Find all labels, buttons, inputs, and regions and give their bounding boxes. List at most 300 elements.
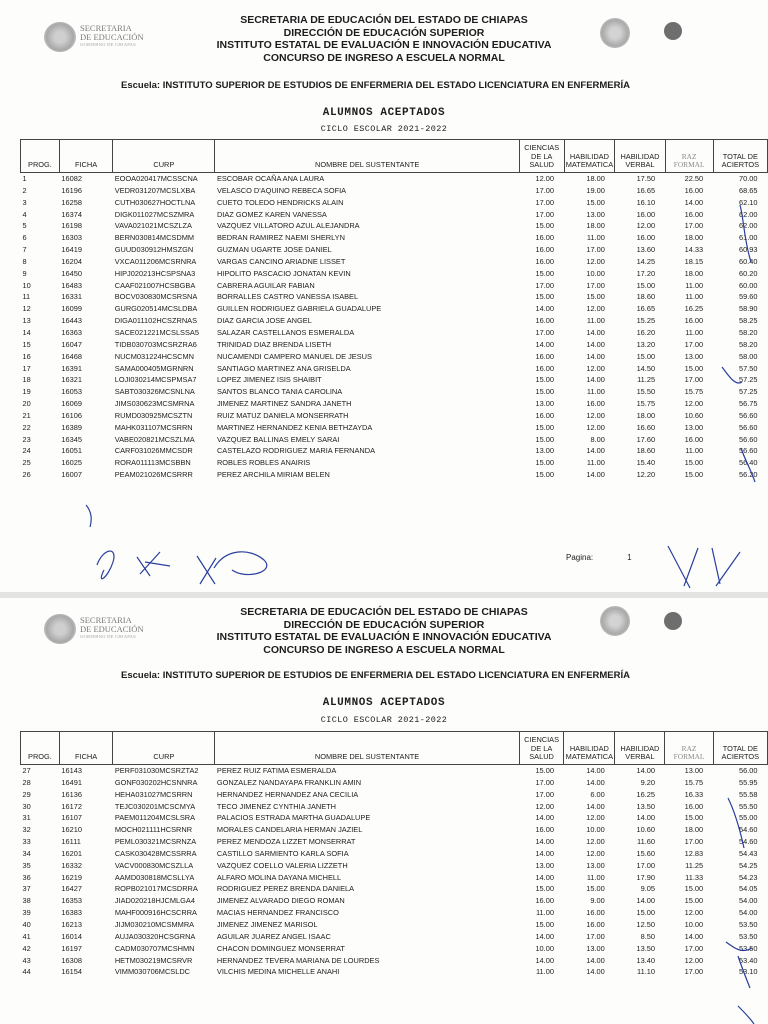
cell-prog: 21: [22, 410, 31, 420]
cell-hab-mat: 12.00: [586, 304, 605, 314]
cell-ficha: 16025: [61, 458, 82, 468]
cell-curp: BOCV030830MCSRSNA: [114, 292, 198, 302]
cell-ficha: 16308: [61, 955, 82, 965]
cell-raz-formal: 15.00: [684, 884, 704, 894]
cell-hab-mat: 14.00: [586, 351, 605, 361]
cell-ficha: 16143: [61, 766, 82, 775]
cell-total: 54.60: [739, 825, 758, 835]
cell-raz-formal: 11.00: [685, 292, 704, 302]
cell-total: 58.25: [739, 316, 758, 326]
cell-total: 54.00: [739, 908, 758, 918]
cell-ficha: 16172: [61, 801, 82, 811]
cell-ciencias: 16.00: [535, 363, 555, 373]
school-line: Escuela: INSTITUTO SUPERIOR DE ESTUDIOS DE ENFERMERIA DEL ESTADO LICENCIATURA EN ENFERMERÍA: [121, 80, 631, 91]
cell-ciencias: 14.00: [535, 813, 554, 823]
cell-raz-formal: 18.00: [684, 825, 704, 835]
cell-hab-verbal: 10.60: [636, 825, 655, 835]
cell-prog: 26: [22, 470, 31, 480]
cell-raz-formal: 16.25: [684, 304, 704, 314]
signature-stroke: [137, 552, 170, 576]
cell-nombre: CUETO TOLEDO HENDRICKS ALAIN: [216, 197, 344, 207]
cell-nombre: PEREZ RUIZ FATIMA ESMERALDA: [216, 766, 337, 775]
cell-raz-formal: 11.00: [685, 446, 704, 456]
cell-hab-mat: 14.00: [586, 967, 605, 977]
cell-prog: 20: [22, 399, 31, 409]
cell-prog: 3: [22, 197, 27, 207]
cell-hab-verbal: 13.50: [636, 801, 655, 811]
cell-hab-mat: 15.00: [586, 292, 605, 302]
check-mark: [728, 798, 744, 848]
cell-prog: 37: [22, 884, 31, 894]
cell-prog: 34: [22, 848, 31, 858]
cell-nombre: ROBLES ROBLES ANAIRIS: [216, 458, 311, 468]
signature-stroke: [197, 552, 267, 584]
cell-hab-verbal: 11.25: [637, 375, 656, 385]
header-line2: DIRECCIÓN DE EDUCACIÓN SUPERIOR: [283, 26, 485, 39]
cell-total: 54.23: [739, 872, 758, 882]
cell-ficha: 16107: [61, 813, 82, 823]
header-line2: DIRECCIÓN DE EDUCACIÓN SUPERIOR: [283, 618, 485, 631]
cell-total: 60.93: [739, 245, 758, 255]
cell-nombre: GUZMAN UGARTE JOSE DANIEL: [216, 245, 332, 255]
cell-ficha: 16106: [61, 410, 82, 420]
cell-nombre: MORALES CANDELARIA HERMAN JAZIEL: [216, 825, 363, 835]
cell-prog: 7: [22, 245, 27, 255]
cell-hab-mat: 16.00: [586, 399, 605, 409]
header-line1: SECRETARIA DE EDUCACIÓN DEL ESTADO DE CHIAPAS: [240, 606, 528, 618]
cell-total: 53.50: [739, 919, 758, 929]
logo-text-line2: DE EDUCACIÓN: [80, 31, 144, 42]
cell-ficha: 16047: [61, 339, 82, 349]
cell-ficha: 16443: [61, 316, 82, 326]
col-prog: PROG.: [21, 732, 60, 765]
cell-raz-formal: 12.00: [684, 399, 704, 409]
cell-curp: LOJI030214MCSPMSA7: [114, 375, 197, 385]
cell-curp: PERF031030MCSRZTA2: [114, 766, 199, 775]
cell-raz-formal: 12.00: [684, 955, 704, 965]
cell-hab-mat: 11.00: [586, 387, 605, 397]
cell-raz-formal: 11.00: [685, 280, 704, 290]
cell-hab-verbal: 12.50: [636, 919, 655, 929]
cell-ciencias: 15.00: [535, 268, 555, 278]
cell-prog: 42: [22, 943, 31, 953]
cell-ciencias: 17.00: [535, 209, 555, 219]
cell-raz-formal: 13.00: [684, 422, 704, 432]
cell-nombre: JIMENEZ ALVARADO DIEGO ROMAN: [216, 896, 345, 906]
cell-hab-verbal: 17.90: [636, 872, 655, 882]
cell-hab-verbal: 15.75: [636, 399, 656, 409]
cell-curp: VIMM030706MCSLDC: [114, 967, 190, 977]
cell-nombre: HERNANDEZ HERNANDEZ ANA CECILIA: [216, 789, 359, 799]
cell-hab-verbal: 16.10: [636, 197, 656, 207]
cell-ciencias: 15.00: [535, 884, 554, 894]
cell-hab-verbal: 13.50: [636, 943, 655, 953]
cell-ciencias: 17.00: [535, 789, 554, 799]
cell-curp: CARF031026MMCSDR: [114, 446, 193, 456]
cell-nombre: DIAZ GARCIA JOSE ANGEL: [216, 316, 312, 326]
cell-curp: GONF030202HCSNNRA: [114, 777, 198, 787]
cell-ciencias: 15.00: [535, 375, 555, 385]
cell-total: 56.60: [739, 434, 758, 444]
cell-hab-verbal: 14.00: [636, 896, 655, 906]
cell-curp: MAHK031107MCSRRN: [114, 422, 193, 432]
cell-ciencias: 16.00: [535, 410, 555, 420]
cell-nombre: GONZALEZ NANDAYAPA FRANKLIN AMIN: [216, 777, 362, 787]
cell-hab-mat: 14.00: [586, 339, 605, 349]
col-raz-formal: RAZ FORMAL: [665, 732, 713, 765]
cell-prog: 9: [22, 268, 27, 278]
cell-hab-verbal: 15.00: [636, 351, 656, 361]
cell-hab-verbal: 12.20: [636, 470, 656, 480]
cell-hab-mat: 14.00: [586, 777, 605, 787]
cell-hab-mat: 12.00: [586, 837, 605, 847]
cell-total: 57.50: [739, 363, 758, 373]
cell-total: 56.60: [739, 422, 758, 432]
page-num: 1: [627, 553, 632, 562]
cell-ficha: 16468: [61, 351, 82, 361]
cell-prog: 6: [22, 233, 27, 243]
cell-nombre: DIAZ GOMEZ KAREN VANESSA: [216, 209, 327, 219]
cell-hab-verbal: 14.00: [636, 766, 655, 775]
cell-ficha: 16419: [61, 245, 82, 255]
cell-prog: 17: [22, 363, 31, 373]
cell-raz-formal: 10.60: [684, 410, 704, 420]
check-mark: [741, 448, 755, 482]
cell-nombre: TRINIDAD DIAZ BRENDA LISETH: [216, 339, 332, 349]
cell-curp: RORA011113MCSBBN: [114, 458, 191, 468]
cell-hab-mat: 19.00: [586, 185, 605, 195]
header-line1: SECRETARIA DE EDUCACIÓN DEL ESTADO DE CHIAPAS: [240, 14, 528, 26]
cell-nombre: SANTOS BLANCO TANIA CAROLINA: [216, 387, 343, 397]
cell-total: 56.60: [739, 410, 758, 420]
cell-hab-verbal: 14.25: [636, 256, 656, 266]
cell-raz-formal: 15.75: [684, 387, 704, 397]
cell-hab-mat: 15.00: [586, 197, 605, 207]
cell-total: 53.50: [739, 931, 758, 941]
cell-ciencias: 13.00: [535, 446, 555, 456]
cell-curp: ROPB021017MCSDRRA: [114, 884, 198, 894]
col-curp: CURP: [113, 140, 215, 173]
list-title: ALUMNOS ACEPTADOS: [322, 697, 446, 709]
cell-nombre: PEREZ ARCHILA MIRIAM BELEN: [216, 470, 330, 480]
cell-total: 57.25: [739, 375, 758, 385]
cell-hab-mat: 15.00: [586, 884, 605, 894]
cell-ficha: 16363: [61, 327, 82, 337]
cell-total: 68.65: [739, 185, 758, 195]
cell-ficha: 16353: [61, 896, 82, 906]
cell-total: 53.50: [739, 943, 758, 953]
cell-nombre: LOPEZ JIMENEZ ISIS SHAIBIT: [216, 375, 322, 385]
cell-raz-formal: 13.00: [684, 766, 704, 775]
cell-total: 62.00: [739, 209, 758, 219]
cell-raz-formal: 14.00: [684, 197, 704, 207]
col-raz-formal: RAZ FORMAL: [665, 140, 713, 173]
header-line3: INSTITUTO ESTATAL DE EVALUACIÓN E INNOVACIÓN EDUCATIVA: [216, 39, 552, 51]
cell-nombre: RODRIGUEZ PEREZ BRENDA DANIELA: [216, 884, 355, 894]
cell-curp: DIGA011102HCSZRNAS: [114, 316, 198, 326]
cell-hab-verbal: 17.00: [636, 860, 655, 870]
cell-ficha: 16210: [61, 825, 82, 835]
cell-nombre: JIMENEZ MARTINEZ SANDRA JANETH: [216, 399, 352, 409]
cell-total: 55.00: [739, 813, 758, 823]
cell-hab-verbal: 8.50: [640, 931, 655, 941]
cell-prog: 10: [22, 280, 31, 290]
cell-ficha: 16391: [61, 363, 82, 373]
cell-prog: 1: [22, 174, 27, 183]
cell-total: 58.90: [739, 304, 758, 314]
cell-curp: AUJA030320HCSGRNA: [114, 931, 196, 941]
cell-curp: HETM030219MCSRVR: [114, 955, 193, 965]
cell-nombre: GUILLEN RODRIGUEZ GABRIELA GUADALUPE: [216, 304, 382, 314]
cell-total: 58.20: [739, 327, 758, 337]
cell-nombre: BORRALLES CASTRO VANESSA ISABEL: [216, 292, 359, 302]
cell-hab-mat: 12.00: [586, 848, 605, 858]
cell-raz-formal: 13.00: [684, 351, 704, 361]
cell-hab-verbal: 13.20: [636, 339, 656, 349]
col-ficha: FICHA: [59, 732, 112, 765]
header-line3: INSTITUTO ESTATAL DE EVALUACIÓN E INNOVACIÓN EDUCATIVA: [216, 631, 552, 643]
cell-curp: MAHF000916HCSCRRA: [114, 908, 197, 918]
cell-ciencias: 14.00: [535, 872, 554, 882]
cell-hab-mat: 14.00: [586, 766, 605, 775]
cell-hab-verbal: 11.60: [637, 837, 655, 847]
cell-total: 56.40: [739, 458, 758, 468]
cell-curp: VXCA011206MCSRNRA: [114, 256, 197, 266]
cell-total: 70.00: [739, 174, 758, 183]
cell-curp: DIGK011027MCSZMRA: [114, 209, 195, 219]
cell-raz-formal: 16.00: [684, 801, 704, 811]
cell-curp: VAVA021021MCSZLZA: [114, 221, 192, 231]
signature-stroke: [97, 551, 114, 579]
cell-nombre: BEDRAN RAMIREZ NAEMI SHERLYN: [216, 233, 345, 243]
cell-hab-mat: 16.00: [586, 908, 605, 918]
cell-prog: 5: [22, 221, 27, 231]
cell-hab-mat: 12.00: [586, 422, 605, 432]
cell-raz-formal: 16.33: [684, 789, 704, 799]
cell-total: 60.00: [739, 280, 758, 290]
check-mark: [738, 956, 750, 988]
cell-total: 55.95: [739, 777, 758, 787]
cell-ficha: 16450: [61, 268, 82, 278]
cell-ficha: 16069: [61, 399, 82, 409]
cell-ciencias: 14.00: [535, 931, 554, 941]
cell-hab-mat: 17.00: [586, 245, 605, 255]
cell-hab-mat: 13.00: [586, 943, 605, 953]
check-mark: [722, 367, 742, 383]
cell-hab-verbal: 16.00: [636, 233, 656, 243]
cell-raz-formal: 17.00: [684, 375, 704, 385]
cell-curp: BERN030814MCSDMM: [114, 233, 195, 243]
logo-text-line1: SECRETARIA: [80, 615, 132, 625]
cell-nombre: VILCHIS MEDINA MICHELLE ANAHI: [216, 967, 340, 977]
cell-prog: 30: [22, 801, 31, 811]
cell-ficha: 16491: [61, 777, 82, 787]
cell-ciencias: 15.00: [535, 766, 554, 775]
cell-ficha: 16053: [61, 387, 82, 397]
cell-raz-formal: 15.75: [684, 777, 704, 787]
cell-curp: AAMD030818MCSLLYA: [114, 872, 195, 882]
cell-nombre: RUIZ MATUZ DANIELA MONSERRATH: [216, 410, 349, 420]
cell-hab-verbal: 17.50: [636, 174, 656, 183]
cell-ficha: 16154: [61, 967, 82, 977]
cell-hab-mat: 12.00: [586, 256, 605, 266]
cell-ficha: 16321: [61, 375, 82, 385]
col-ciencias: CIENCIAS DE LA SALUD: [519, 732, 564, 765]
cell-total: 59.60: [739, 292, 758, 302]
cell-hab-mat: 14.00: [586, 470, 605, 480]
cell-hab-verbal: 9.20: [640, 777, 655, 787]
cell-curp: JIMS030623MCSMRNA: [114, 399, 195, 409]
cell-hab-mat: 12.00: [586, 813, 605, 823]
cell-hab-mat: 10.00: [586, 268, 605, 278]
cell-raz-formal: 12.83: [684, 848, 704, 858]
cell-total: 56.60: [739, 446, 758, 456]
cell-prog: 29: [22, 789, 31, 799]
cell-total: 53.10: [739, 967, 758, 977]
cell-ficha: 16196: [61, 185, 82, 195]
cell-prog: 40: [22, 919, 31, 929]
logo-text-line3: GOBIERNO DE CHIAPAS: [80, 42, 137, 47]
col-hab-mat: HABILIDAD MATEMATICA: [564, 732, 615, 765]
cell-hab-verbal: 16.25: [636, 789, 655, 799]
col-ficha: FICHA: [59, 140, 112, 173]
cell-raz-formal: 11.25: [685, 860, 704, 870]
cell-ciencias: 15.00: [535, 387, 555, 397]
cell-prog: 14: [22, 327, 31, 337]
cell-hab-mat: 14.00: [586, 375, 605, 385]
cell-hab-mat: 9.00: [590, 896, 605, 906]
cell-raz-formal: 18.00: [684, 233, 704, 243]
cell-curp: JIJM030210MCSMMRA: [114, 919, 195, 929]
cell-nombre: PALACIOS ESTRADA MARTHA GUADALUPE: [216, 813, 371, 823]
cell-curp: SABT030326MCSNLNA: [114, 387, 195, 397]
cell-total: 54.60: [739, 837, 758, 847]
document-page-2: [0, 598, 768, 1024]
cell-hab-verbal: 16.60: [636, 422, 656, 432]
cell-prog: 8: [22, 256, 27, 266]
cell-raz-formal: 16.00: [684, 434, 704, 444]
cell-nombre: VAZQUEZ VILLATORO AZUL ALEJANDRA: [216, 221, 360, 231]
cell-ciencias: 15.00: [535, 221, 555, 231]
cell-nombre: VAZQUEZ COELLO VALERIA LIZZETH: [216, 860, 348, 870]
cell-hab-verbal: 15.25: [636, 316, 656, 326]
cell-ciencias: 15.00: [535, 422, 555, 432]
cell-curp: GURG020514MCSLDBA: [114, 304, 198, 314]
cell-hab-mat: 14.00: [586, 446, 605, 456]
cell-hab-verbal: 15.60: [636, 848, 655, 858]
cell-curp: SAMA000405MGRNRN: [114, 363, 194, 373]
cell-ciencias: 14.00: [535, 848, 554, 858]
cell-ficha: 16219: [61, 872, 82, 882]
cell-ficha: 16427: [61, 884, 82, 894]
cell-ciencias: 17.00: [535, 777, 554, 787]
cell-prog: 16: [22, 351, 31, 361]
cell-total: 54.25: [739, 860, 758, 870]
cell-hab-verbal: 18.60: [636, 446, 656, 456]
cell-hab-verbal: 15.50: [636, 387, 656, 397]
cell-hab-mat: 11.00: [586, 458, 605, 468]
cell-raz-formal: 18.00: [684, 268, 704, 278]
col-prog: PROG.: [21, 140, 60, 173]
cell-hab-verbal: 16.65: [636, 304, 656, 314]
cell-hab-verbal: 14.00: [636, 813, 655, 823]
cell-hab-verbal: 13.40: [636, 955, 655, 965]
cell-raz-formal: 17.00: [684, 837, 704, 847]
cell-prog: 13: [22, 316, 31, 326]
cell-curp: MOCH021111HCSRNR: [114, 825, 193, 835]
cell-ficha: 16483: [61, 280, 82, 290]
cell-ciencias: 16.00: [535, 233, 555, 243]
cell-nombre: PEREZ MENDOZA LIZZET MONSERRAT: [216, 837, 356, 847]
cell-total: 56.75: [739, 399, 758, 409]
cell-prog: 25: [22, 458, 31, 468]
cell-ciencias: 11.00: [535, 908, 554, 918]
cell-nombre: CABRERA AGUILAR FABIAN: [216, 280, 315, 290]
cell-nombre: AGUILAR JUAREZ ANGEL ISAAC: [216, 931, 331, 941]
cell-ciencias: 13.00: [535, 860, 554, 870]
cell-raz-formal: 15.00: [684, 813, 704, 823]
cell-prog: 12: [22, 304, 31, 314]
cell-prog: 15: [22, 339, 31, 349]
cell-prog: 32: [22, 825, 31, 835]
cell-total: 54.00: [739, 896, 758, 906]
col-hab-verbal: HABILIDAD VERBAL: [615, 732, 665, 765]
cell-nombre: MARTINEZ HERNANDEZ KENIA BETHZAYDA: [216, 422, 373, 432]
cell-hab-mat: 14.00: [586, 955, 605, 965]
cell-prog: 4: [22, 209, 27, 219]
cell-prog: 24: [22, 446, 31, 456]
cell-nombre: SALAZAR CASTELLANOS ESMERALDA: [216, 327, 355, 337]
cell-total: 60.40: [739, 256, 758, 266]
cell-ficha: 16111: [61, 837, 81, 847]
check-mark: [668, 546, 698, 588]
cell-raz-formal: 14.00: [684, 931, 704, 941]
cell-prog: 27: [22, 766, 31, 775]
check-mark: [86, 505, 91, 527]
cell-hab-mat: 10.00: [586, 825, 605, 835]
cell-ciencias: 17.00: [535, 185, 555, 195]
cell-ficha: 16051: [61, 446, 82, 456]
cell-ciencias: 13.00: [535, 399, 555, 409]
cell-raz-formal: 15.00: [684, 470, 704, 480]
cell-hab-mat: 13.00: [586, 860, 605, 870]
cell-ficha: 16136: [61, 789, 82, 799]
cell-ciencias: 14.00: [535, 339, 555, 349]
cell-ciencias: 12.00: [535, 801, 554, 811]
cell-ciencias: 16.00: [535, 896, 554, 906]
cell-raz-formal: 15.00: [684, 363, 704, 373]
cell-ficha: 16258: [61, 197, 82, 207]
cell-nombre: VARGAS CANCINO ARIADNE LISSET: [216, 256, 346, 266]
cell-curp: PEAM021026MCSRRR: [114, 470, 193, 480]
cell-prog: 18: [22, 375, 31, 385]
cell-nombre: MACIAS HERNANDEZ FRANCISCO: [216, 908, 339, 918]
cell-ciencias: 16.00: [535, 256, 555, 266]
cell-hab-verbal: 16.00: [636, 209, 656, 219]
cell-ficha: 16099: [61, 304, 82, 314]
cell-curp: JIAD020218HJCMLGA4: [114, 896, 195, 906]
cell-nombre: NUCAMENDI CAMPERO MANUEL DE JESUS: [216, 351, 372, 361]
cell-prog: 11: [22, 292, 31, 302]
cell-raz-formal: 17.00: [684, 943, 704, 953]
cell-ficha: 16201: [61, 848, 82, 858]
cell-ficha: 16389: [61, 422, 82, 432]
cell-prog: 43: [22, 955, 31, 965]
cell-hab-mat: 11.00: [586, 233, 605, 243]
cell-nombre: CASTELAZO RODRIGUEZ MARIA FERNANDA: [216, 446, 376, 456]
cell-ficha: 16331: [61, 292, 82, 302]
cell-curp: VEDR031207MCSLXBA: [114, 185, 196, 195]
